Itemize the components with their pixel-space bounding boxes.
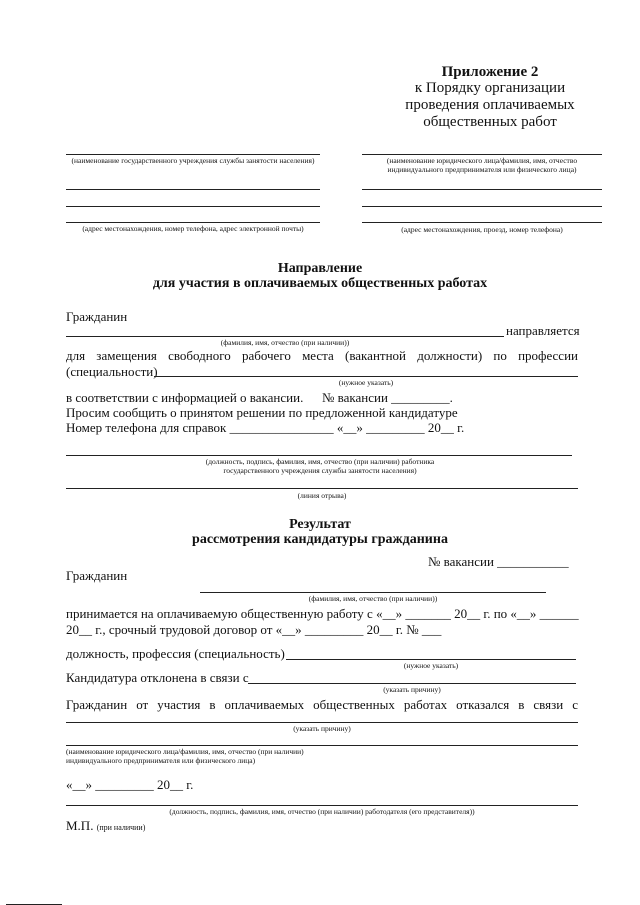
result-subtitle: рассмотрения кандидатуры гражданина <box>192 532 448 547</box>
employer-final-line[interactable] <box>66 745 578 746</box>
vacancy-number: № вакансии _________. <box>322 390 453 405</box>
employer-line-3[interactable] <box>362 206 602 207</box>
stamp-mp: М.П. <box>66 818 94 833</box>
result-date-line: «__» _________ 20__ г. <box>66 777 194 792</box>
tear-caption: (линия отрыва) <box>297 491 347 500</box>
result-title: Результат <box>289 517 351 532</box>
refused-reason-caption: (указать причину) <box>293 724 351 733</box>
agency-name-line[interactable] <box>66 154 320 155</box>
employer-address-caption: (адрес местонахождения, проезд, номер телефона) <box>401 225 563 234</box>
appendix-title: Приложение 2 <box>441 64 539 80</box>
position-caption: (нужное указать) <box>403 661 459 670</box>
result-citizen-label: Гражданин <box>66 568 128 583</box>
agency-address-caption: (адрес местонахождения, номер телефона, адрес электронной почты) <box>82 224 304 233</box>
agency-name-caption: (наименование государственного учреждения службы занятости населения) <box>71 156 315 165</box>
accepted-line-2: 20__ г., срочный трудовой договор от «__» _________ 20__ г. № ___ <box>66 622 442 637</box>
agency-address-line[interactable] <box>66 222 320 223</box>
appendix-line-2: проведения оплачиваемых <box>405 97 575 113</box>
vacancy-info: в соответствии с информацией о вакансии. <box>66 390 304 405</box>
staff-signature-caption: (должность, подпись, фамилия, имя, отчество (при наличии) работника государственного учреждения службы занятости населения) <box>205 457 435 475</box>
result-fio-caption: (фамилия, имя, отчество (при наличии)) <box>308 594 438 603</box>
employer-name-caption: (наименование юридического лица/фамилия, имя, отчество индивидуального предпринимателя или физического лица) <box>386 156 578 174</box>
appendix-line-1: к Порядку организации <box>414 80 566 96</box>
employer-signature-line[interactable] <box>66 805 578 806</box>
refused-text: Гражданин от участия в оплачиваемых общественных работах отказался в связи с <box>66 697 578 712</box>
direction-subtitle: для участия в оплачиваемых общественных работах <box>152 276 488 291</box>
stamp-note: (при наличии) <box>96 823 146 832</box>
direction-title: Направление <box>277 261 363 276</box>
position-label: должность, профессия (специальность) <box>66 646 285 661</box>
rejected-reason-line[interactable] <box>248 683 576 684</box>
refused-reason-line[interactable] <box>66 722 578 723</box>
job-text: для замещения свободного рабочего места (вакантной должности) по профессии <box>66 348 578 363</box>
employer-address-line[interactable] <box>362 222 602 223</box>
specialty-line[interactable] <box>154 376 578 377</box>
rejected-label: Кандидатура отклонена в связи с <box>66 670 249 685</box>
citizen-fio-caption: (фамилия, имя, отчество (при наличии)) <box>220 338 350 347</box>
agency-line-3[interactable] <box>66 206 320 207</box>
directed-label: направляется <box>506 323 580 338</box>
stamp-label <box>66 818 145 835</box>
specialty-label: (специальности) <box>66 364 158 379</box>
tear-line <box>66 488 578 489</box>
agency-line-2[interactable] <box>66 189 320 190</box>
appendix-line-3: общественных работ <box>423 114 557 130</box>
staff-signature-line[interactable] <box>66 455 572 456</box>
employer-name-line[interactable] <box>362 154 602 155</box>
result-vacancy-number: № вакансии ___________ <box>428 554 569 569</box>
rejected-reason-caption: (указать причину) <box>383 685 441 694</box>
employer-line-2[interactable] <box>362 189 602 190</box>
phone-line: Номер телефона для справок ________________ «__» _________ 20__ г. <box>66 420 465 435</box>
result-fio-line[interactable] <box>200 592 546 593</box>
employer-signature-caption: (должность, подпись, фамилия, имя, отчество (при наличии) работодателя (его представителя)) <box>169 807 475 816</box>
specialty-caption: (нужное указать) <box>338 378 394 387</box>
citizen-label: Гражданин <box>66 309 128 324</box>
request-text: Просим сообщить о принятом решении по предложенной кандидатуре <box>66 405 458 420</box>
position-line[interactable] <box>286 659 576 660</box>
citizen-fio-line[interactable] <box>66 336 504 337</box>
employer-final-caption: (наименование юридического лица/фамилия, имя, отчество (при наличии) индивидуального предпринимателя или физического лица) <box>66 747 304 765</box>
accepted-line-1: принимается на оплачиваемую общественную работу с «__» _______ 20__ г. по «__» ______ <box>66 606 579 621</box>
